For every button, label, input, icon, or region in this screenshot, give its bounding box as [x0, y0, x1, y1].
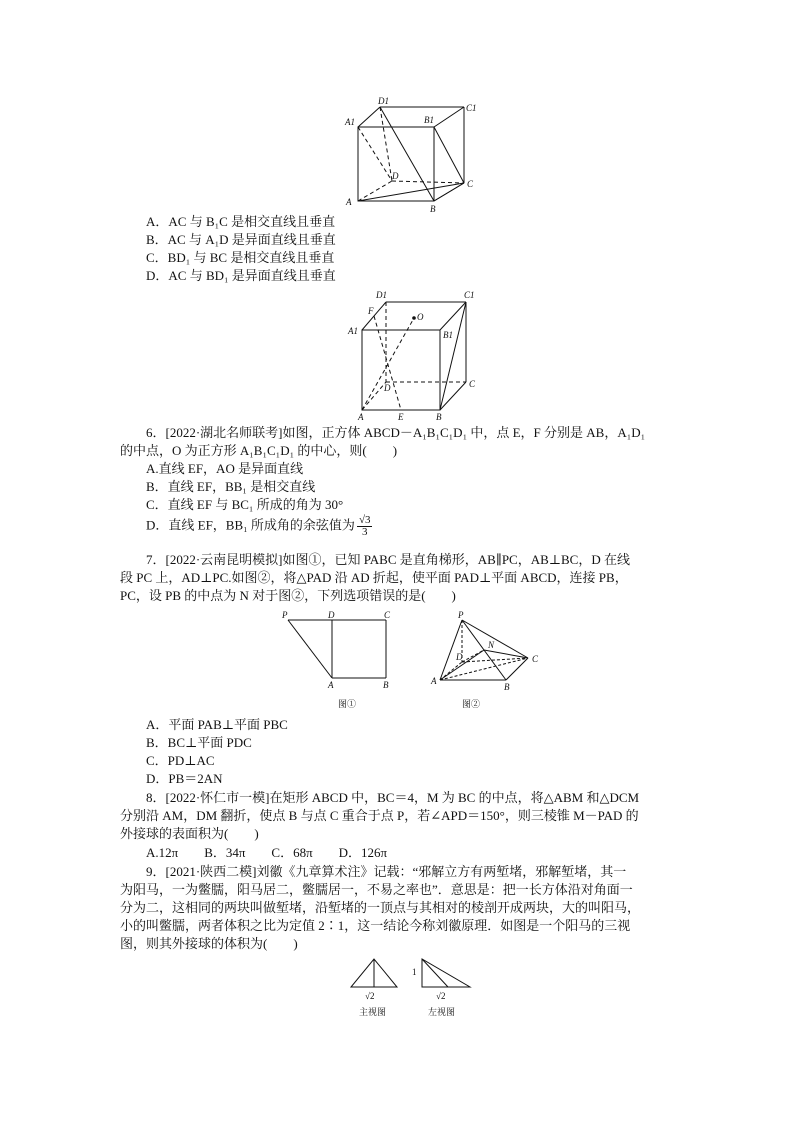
label-A: A [346, 197, 352, 207]
side-view-caption: 左视图 [428, 1007, 456, 1017]
q6-option-c: C．直线 EF 与 BC₁ 所成的角为 30° [146, 497, 344, 512]
q5-option-a: A．AC 与 B₁C 是相交直线且垂直 [146, 214, 336, 229]
q7-line1: 7．[2022·云南昆明模拟]如图①，已知 PABC 是直角梯形，AB∥PC，AB⊥BC，D 在线 [146, 552, 630, 567]
label-C: C [532, 654, 539, 664]
label-C1: C1 [466, 103, 477, 113]
q8-line3: 外接球的表面积为( ) [120, 826, 259, 841]
cube-figure-2 [340, 288, 485, 423]
q6-option-b: B．直线 EF，BB₁ 是相交直线 [146, 479, 316, 494]
q6-option-d-fraction [357, 515, 373, 538]
q7-line3: PC，设 PB 的中点为 N 对于图②，下列选项错误的是( ) [120, 588, 456, 603]
q9-line2: 为阳马，一为鳖臑，阳马居二，鳖臑居一，不易之率也”．意思是：把一长方体沿对角面一 [120, 882, 633, 897]
q8-line1: 8．[2022·怀仁市一模]在矩形 ABCD 中，BC＝4，M 为 BC 的中点，将△ABM 和△DCM [146, 790, 640, 805]
label-B: B [436, 412, 442, 422]
label-A: A [431, 676, 437, 686]
label-P: P [282, 610, 288, 620]
q9-line1: 9．[2021·陕西二模]刘徽《九章算术注》记载：“邪解立方有两堑堵，邪解堑堵，其一 [146, 864, 627, 879]
label-B1: B1 [443, 330, 453, 340]
fraction-denominator: 3 [361, 526, 368, 538]
label-D: D [384, 383, 391, 393]
q9-line4: 小的叫鳖臑，两者体积之比为定值 2∶1，这一结论今称刘徽原理．如图是一个阳马的三视 [120, 918, 631, 933]
side-view-figure [408, 955, 478, 1021]
label-A1: A1 [345, 117, 355, 127]
label-B: B [430, 204, 436, 214]
label-D1: D1 [378, 96, 389, 106]
figure-caption-2: 图② [462, 699, 481, 709]
front-view-caption: 主视图 [359, 1007, 387, 1017]
side-view-height-label: 1 [412, 967, 417, 977]
label-P: P [458, 610, 464, 620]
q8-line2: 分别沿 AM，DM 翻折，使点 B 与点 C 重合于点 P，若∠APD＝150°，则三棱锥 M－PAD 的 [120, 808, 639, 823]
label-O: O [417, 312, 424, 322]
q6-line2: 的中点，O 为正方形 A₁B₁C₁D₁ 的中心，则( ) [120, 443, 398, 458]
label-A: A [328, 680, 334, 690]
label-F: F [368, 306, 374, 316]
label-C: C [467, 179, 474, 189]
label-A1: A1 [348, 326, 358, 336]
q7-line2: 段 PC 上，AD⊥PC.如图②，将△PAD 沿 AD 折起，使平面 PAD⊥平面 ABCD，连接 PB， [120, 570, 628, 585]
side-view-width-label: √2 [436, 991, 446, 1001]
q6-line1: 6．[2022·湖北名师联考]如图，正方体 ABCD－A₁B₁C₁D₁ 中，点 E，F 分别是 AB，A₁D₁ [146, 425, 646, 440]
q5-option-d: D．AC 与 BD₁ 是异面直线且垂直 [146, 268, 336, 283]
label-D1: D1 [376, 290, 387, 300]
label-C: C [469, 379, 476, 389]
cube-figure-1 [340, 95, 480, 215]
fraction-numerator: √3 [358, 514, 371, 526]
trapezoid-figure [278, 608, 398, 712]
q7-option-a: A．平面 PAB⊥平面 PBC [146, 717, 288, 732]
figure-caption-1: 图① [338, 699, 357, 709]
q5-option-b: B．AC 与 A₁D 是异面直线且垂直 [146, 232, 336, 247]
front-view-figure [345, 955, 405, 1021]
label-B: B [504, 682, 510, 692]
front-view-width-label: √2 [365, 991, 375, 1001]
q7-option-b: B．BC⊥平面 PDC [146, 735, 252, 750]
q8-options: A.12π B．34π C．68π D．126π [146, 845, 388, 860]
label-B1: B1 [424, 115, 434, 125]
q6-option-a: A.直线 EF，AO 是异面直线 [146, 461, 304, 476]
pyramid-figure [428, 608, 548, 712]
q9-line3: 分为二，这相同的两块叫做堑堵，沿堑堵的一顶点与其相对的棱剖开成两块，大的叫阳马， [120, 900, 641, 915]
label-D: D [392, 171, 399, 181]
label-B: B [383, 680, 389, 690]
label-N: N [488, 640, 495, 650]
q6-option-d [146, 515, 372, 538]
label-C: C [384, 610, 391, 620]
label-A: A [358, 412, 364, 422]
q7-option-c: C．PD⊥AC [146, 753, 215, 768]
label-C1: C1 [464, 290, 475, 300]
q7-option-d: D．PB＝2AN [146, 771, 223, 786]
label-D: D [328, 610, 335, 620]
q5-option-c: C．BD₁ 与 BC 是相交直线且垂直 [146, 250, 335, 265]
q9-line5: 图，则其外接球的体积为( ) [120, 936, 298, 951]
label-D: D [456, 652, 463, 662]
label-E: E [398, 412, 404, 422]
q6-option-d-text: D．直线 EF，BB₁ 所成角的余弦值为 [146, 517, 355, 533]
